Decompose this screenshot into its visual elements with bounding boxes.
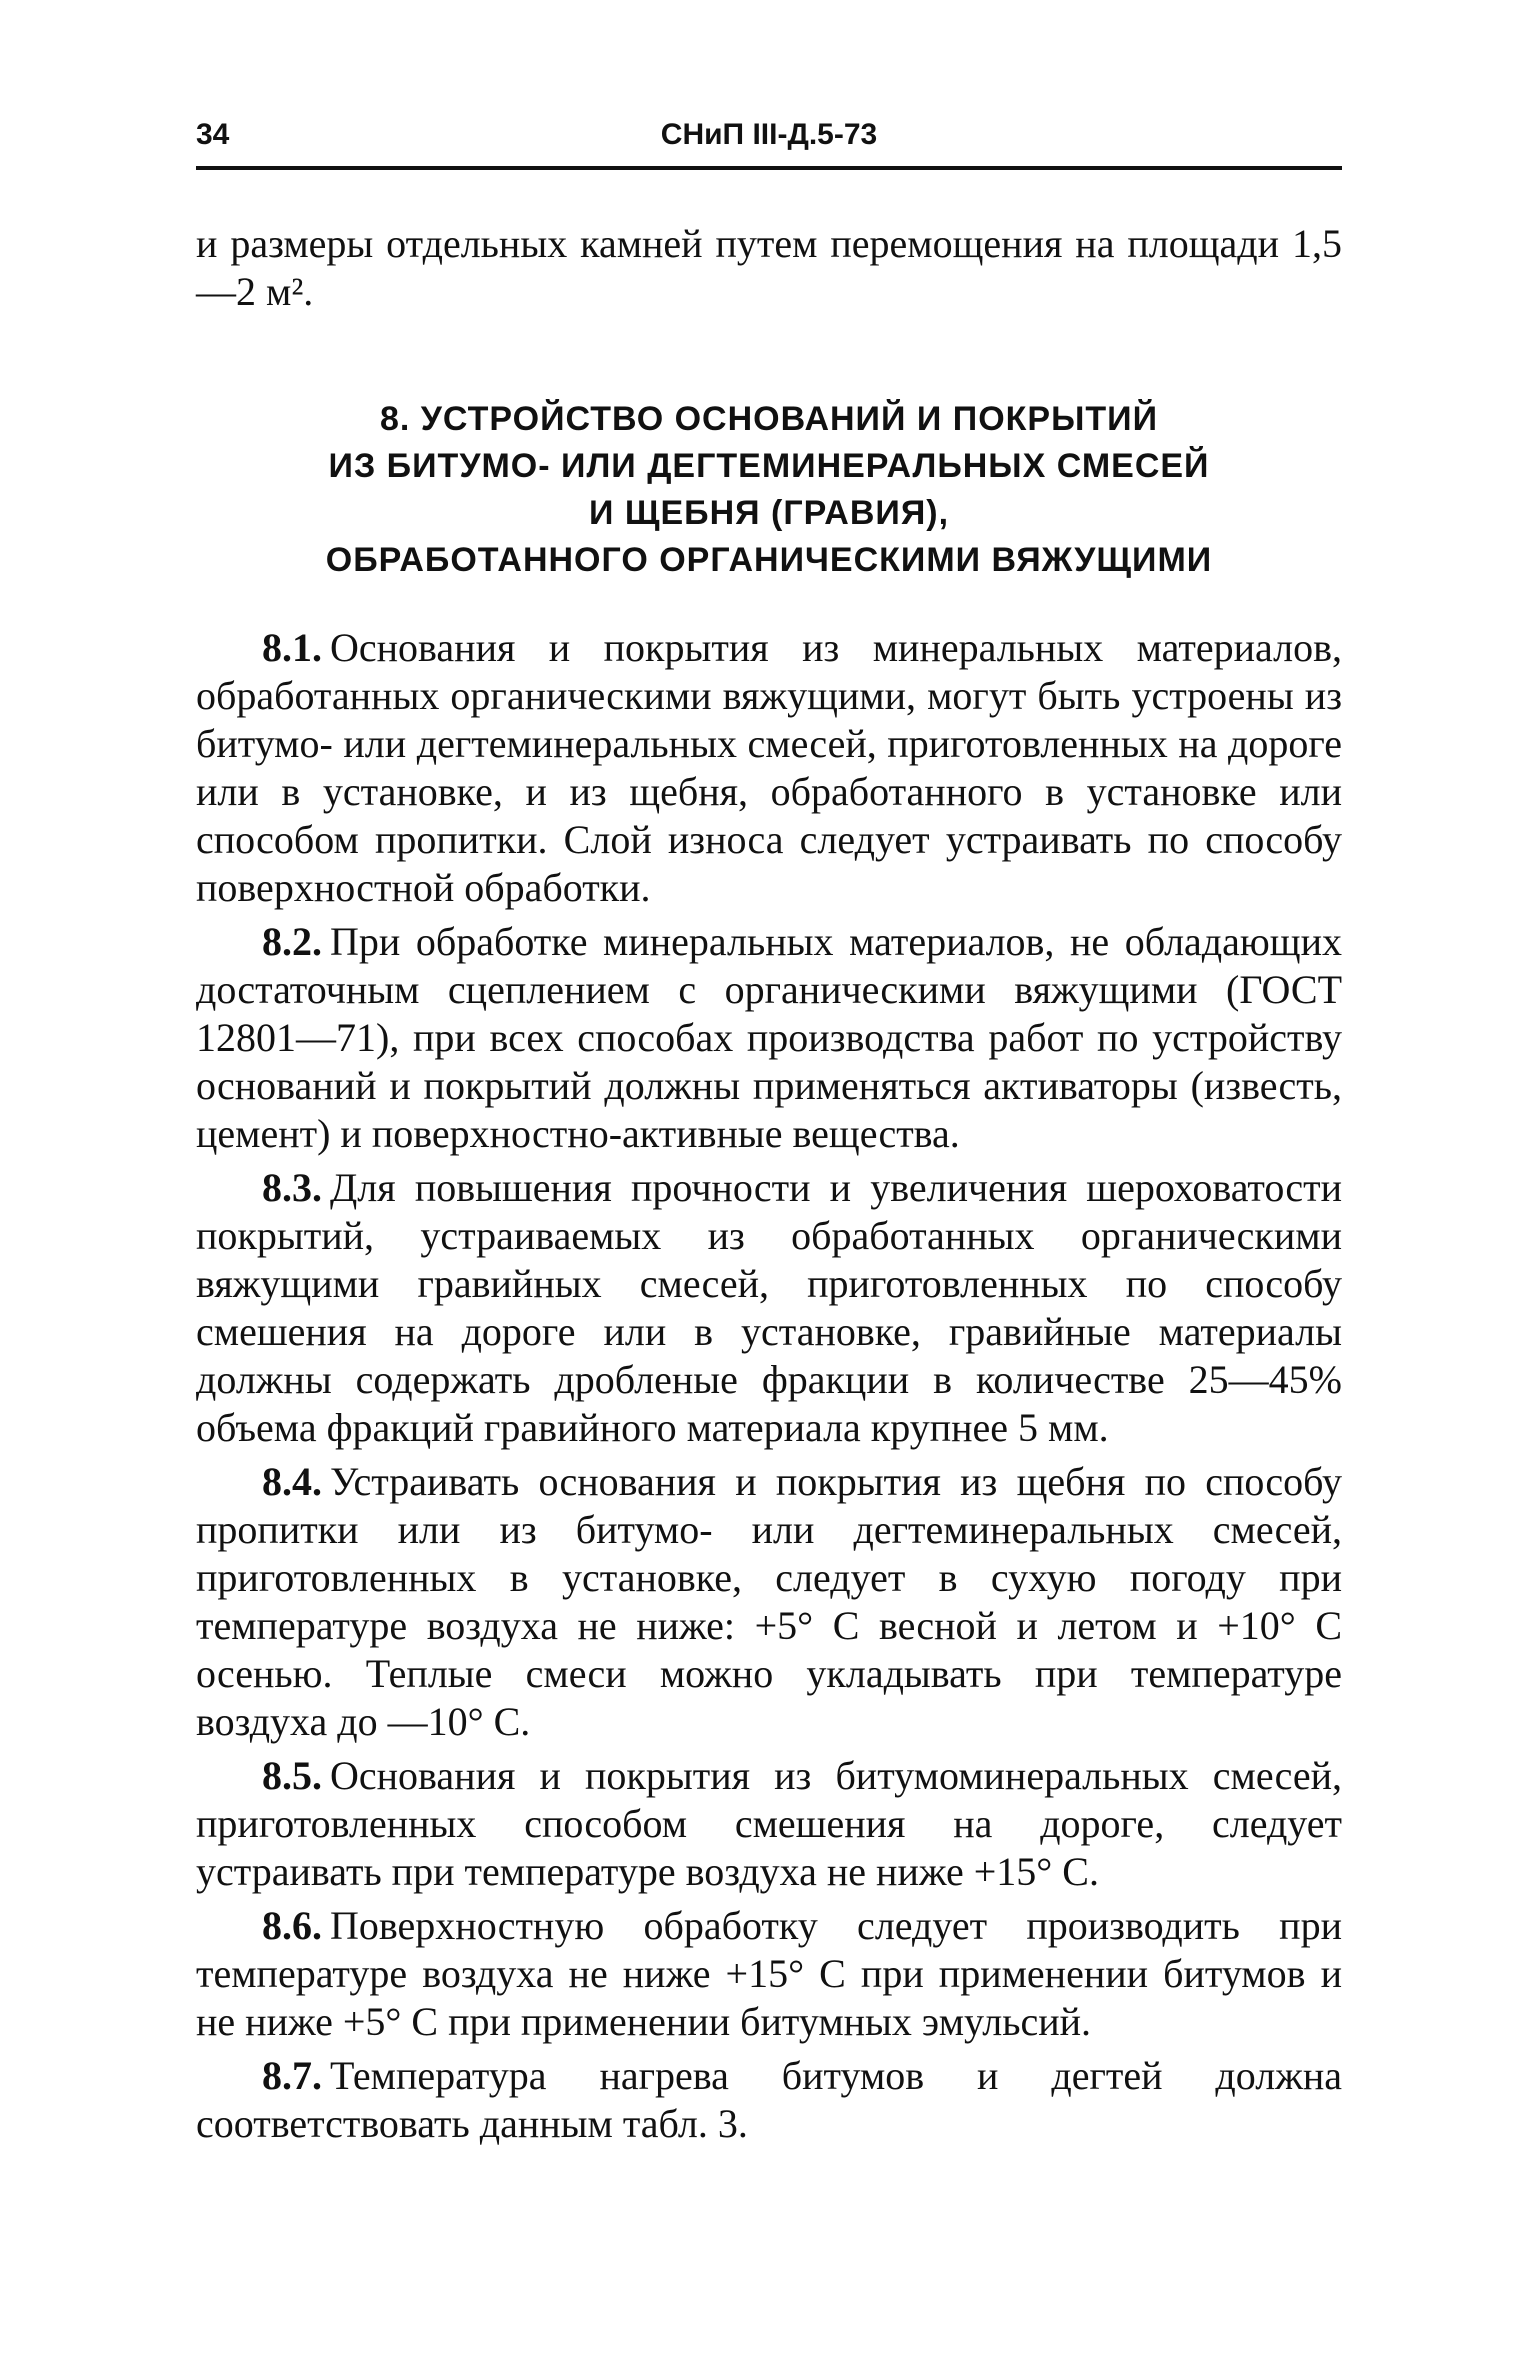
- clause-number: 8.1.: [262, 625, 322, 670]
- clause-number: 8.6.: [262, 1903, 322, 1948]
- clause-text: При обработке минеральных материалов, не обладающих достаточным сцеплением с органическими вяжущими (ГОСТ 12801—71), при всех способах производства работ по устройству оснований и покрытий должны применяться активаторы (известь, цемент) и поверхностно-активные вещества.: [196, 919, 1342, 1156]
- clause-8-4: [196, 1458, 1342, 1746]
- running-header: [196, 110, 1342, 160]
- clause-text: Устраивать основания и покрытия из щебня по способу пропитки или из битумо- или дегтеминеральных смесей, приготовленных в установке, следует в сухую погоду при температуре воздуха не ниже: +5° С весной и летом и +10° С осенью. Теплые смеси можно укладывать при температуре воздуха до —10° С.: [196, 1459, 1342, 1744]
- section-heading-line: 8. УСТРОЙСТВО ОСНОВАНИЙ И ПОКРЫТИЙ: [379, 400, 1159, 438]
- clause-number: 8.7.: [262, 2053, 322, 2098]
- document-page: [196, 110, 1342, 2154]
- clause-number: 8.2.: [262, 919, 322, 964]
- clause-8-7: [196, 2052, 1342, 2148]
- clause-number: 8.5.: [262, 1753, 322, 1798]
- section-heading: [196, 396, 1342, 584]
- clause-text: Температура нагрева битумов и дегтей должна соответствовать данным табл. 3.: [196, 2053, 1342, 2146]
- section-heading-line: ОБРАБОТАННОГО ОРГАНИЧЕСКИМИ ВЯЖУЩИМИ: [325, 541, 1213, 579]
- header-rule: [196, 166, 1342, 170]
- section-heading-line: ИЗ БИТУМО- ИЛИ ДЕГТЕМИНЕРАЛЬНЫХ СМЕСЕЙ: [328, 447, 1210, 485]
- clause-8-1: [196, 624, 1342, 912]
- clause-8-5: [196, 1752, 1342, 1896]
- clause-text: Основания и покрытия из битумоминеральных смесей, приготовленных способом смешения на дороге, следует устраивать при температуре воздуха не ниже +15° С.: [196, 1753, 1342, 1894]
- section-heading-line: И ЩЕБНЯ (ГРАВИЯ),: [588, 494, 950, 532]
- clause-8-3: [196, 1164, 1342, 1452]
- clause-number: 8.3.: [262, 1165, 322, 1210]
- clause-text: Поверхностную обработку следует производить при температуре воздуха не ниже +15° С при применении битумов и не ниже +5° С при применении битумных эмульсий.: [196, 1903, 1342, 2044]
- page-number: 34: [196, 118, 230, 151]
- clause-number: 8.4.: [262, 1459, 322, 1504]
- clause-8-6: [196, 1902, 1342, 2046]
- clause-8-2: [196, 918, 1342, 1158]
- clause-text: Основания и покрытия из минеральных материалов, обработанных органическими вяжущими, могут быть устроены из битумо- или дегтеминеральных смесей, приготовленных на дороге или в установке, и из щебня, обработанного в установке или способом пропитки. Слой износа следует устраивать по способу поверхностной обработки.: [196, 625, 1342, 910]
- clause-text: Для повышения прочности и увеличения шероховатости покрытий, устраиваемых из обработанных органическими вяжущими гравийных смесей, приготовленных по способу смешения на дороге или в установке, гравийные материалы должны содержать дробленые фракции в количестве 25—45% объема фракций гравийного материала крупнее 5 мм.: [196, 1165, 1342, 1450]
- intro-paragraph: и размеры отдельных камней путем перемощения на площади 1,5—2 м².: [196, 221, 1342, 314]
- document-code: СНиП III-Д.5-73: [660, 118, 878, 151]
